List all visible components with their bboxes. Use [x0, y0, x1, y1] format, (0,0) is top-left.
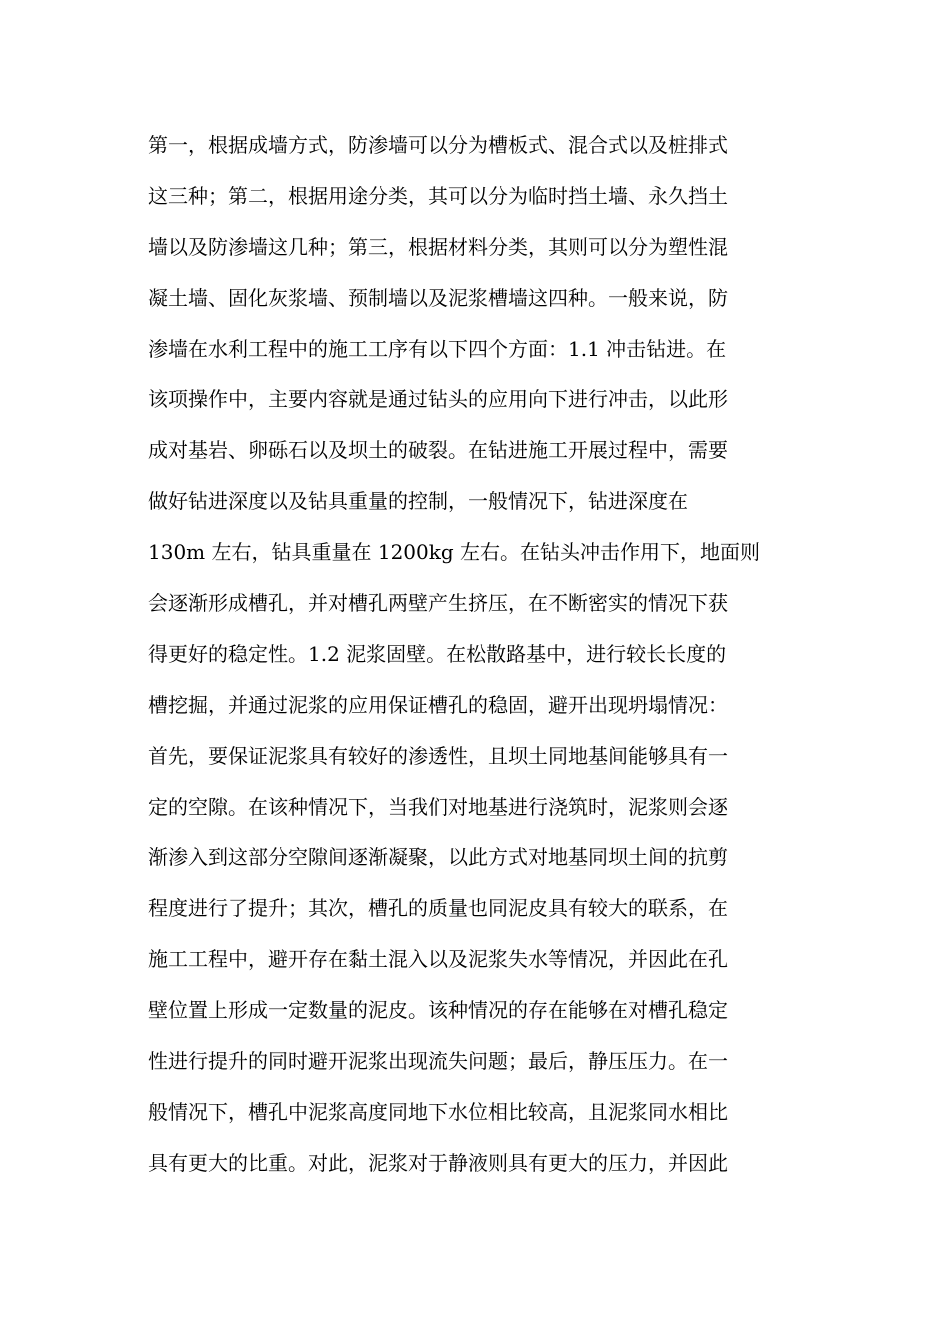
text-line: 渐渗入到这部分空隙间逐渐凝聚，以此方式对地基同坝土间的抗剪 — [148, 845, 728, 870]
text-line: 壁位置上形成一定数量的泥皮。该种情况的存在能够在对槽孔稳定 — [148, 998, 728, 1023]
text-line: 做好钻进深度以及钻具重量的控制，一般情况下，钻进深度在 — [148, 489, 688, 514]
text-line: 墙以及防渗墙这几种；第三，根据材料分类，其则可以分为塑性混 — [148, 234, 728, 259]
text-line: 会逐渐形成槽孔，并对槽孔两壁产生挤压，在不断密实的情况下获 — [148, 591, 728, 616]
text-line: 凝土墙、固化灰浆墙、预制墙以及泥浆槽墙这四种。一般来说，防 — [148, 285, 728, 310]
text-line: 渗墙在水利工程中的施工工序有以下四个方面：1.1 冲击钻进。在 — [148, 336, 727, 361]
text-line: 成对基岩、卵砾石以及坝土的破裂。在钻进施工开展过程中，需要 — [148, 438, 728, 463]
text-line: 具有更大的比重。对此，泥浆对于静液则具有更大的压力，并因此 — [148, 1150, 728, 1175]
text-line: 首先，要保证泥浆具有较好的渗透性，且坝土同地基间能够具有一 — [148, 743, 728, 768]
text-line: 这三种；第二，根据用途分类，其可以分为临时挡土墙、永久挡土 — [148, 183, 728, 208]
text-line: 程度进行了提升；其次，槽孔的质量也同泥皮具有较大的联系，在 — [148, 896, 728, 921]
text-line: 槽挖掘，并通过泥浆的应用保证槽孔的稳固，避开出现坍塌情况： — [148, 692, 728, 717]
text-line: 第一，根据成墙方式，防渗墙可以分为槽板式、混合式以及桩排式 — [148, 133, 728, 157]
text-line: 130m 左右，钻具重量在 1200kg 左右。在钻头冲击作用下，地面则 — [148, 540, 761, 565]
text-line: 该项操作中，主要内容就是通过钻头的应用向下进行冲击，以此形 — [148, 387, 728, 412]
text-line: 定的空隙。在该种情况下，当我们对地基进行浇筑时，泥浆则会逐 — [148, 794, 728, 819]
text-line: 得更好的稳定性。1.2 泥浆固壁。在松散路基中，进行较长长度的 — [148, 641, 727, 666]
text-line: 般情况下，槽孔中泥浆高度同地下水位相比较高，且泥浆同水相比 — [148, 1099, 728, 1124]
body-text — [148, 120, 808, 1189]
text-line: 性进行提升的同时避开泥浆出现流失问题；最后，静压压力。在一 — [148, 1049, 728, 1074]
text-line: 施工工程中，避开存在黏土混入以及泥浆失水等情况，并因此在孔 — [148, 947, 728, 972]
